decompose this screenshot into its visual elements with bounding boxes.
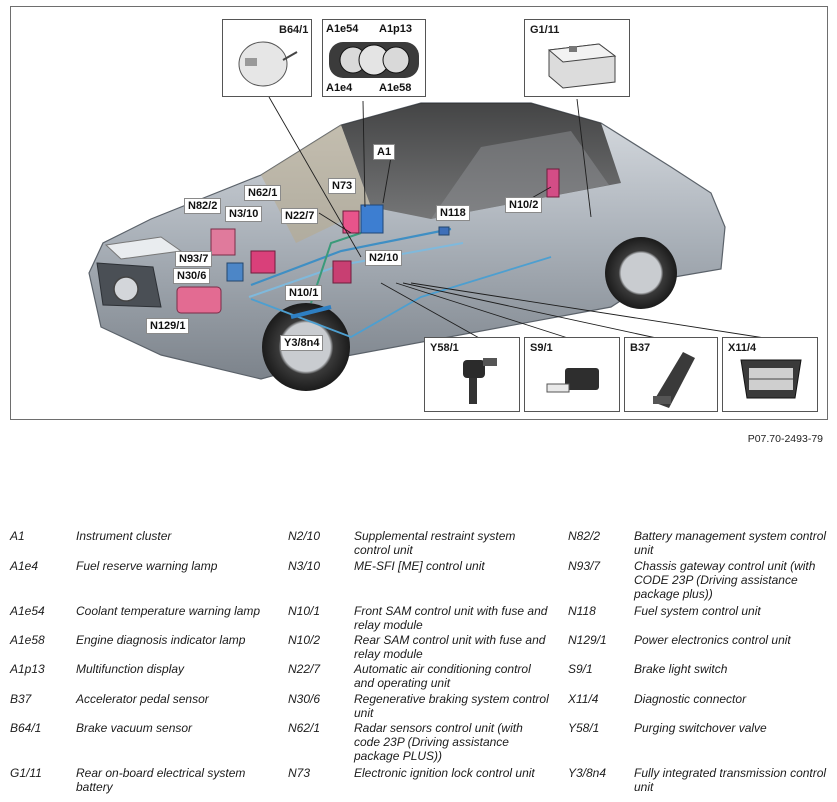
- legend-description: Fuel reserve warning lamp: [76, 559, 218, 573]
- legend-code: N10/2: [288, 633, 321, 647]
- legend-description: Chassis gateway control unit (with CODE 23P (Driving assistance package plus)): [634, 559, 816, 601]
- inset-label-g1-11: G1/11: [530, 24, 560, 36]
- legend-description: Rear SAM control unit with fuse and relay module: [354, 633, 546, 661]
- label-n93-7: N93/7: [175, 251, 212, 267]
- legend-description: Brake light switch: [634, 662, 728, 676]
- label-n73: N73: [328, 178, 356, 194]
- legend-code: Y3/8n4: [568, 766, 607, 780]
- legend-description: Rear on-board electrical system battery: [76, 766, 246, 794]
- inset-diagnostic-connector: [722, 337, 818, 412]
- legend-code: B37: [10, 692, 32, 706]
- legend-code: A1e4: [10, 559, 39, 573]
- legend-description: Radar sensors control unit (with code 23P (Driving assistance package PLUS)): [354, 721, 523, 763]
- legend-description: Electronic ignition lock control unit: [354, 766, 535, 780]
- inset-label-b64-1: B64/1: [279, 24, 309, 36]
- label-y3-8n4: Y3/8n4: [280, 335, 323, 351]
- legend-description: Power electronics control unit: [634, 633, 791, 647]
- legend-description: Automatic air conditioning control and operating unit: [354, 662, 531, 690]
- legend-description: Supplemental restraint system control unit: [354, 529, 516, 557]
- legend-description: Multifunction display: [76, 662, 185, 676]
- legend-code: N30/6: [288, 692, 321, 706]
- legend-code: B64/1: [10, 721, 42, 735]
- inset-label-y58-1: Y58/1: [430, 342, 459, 354]
- inset-purging-valve: [424, 337, 520, 412]
- label-n2-10: N2/10: [365, 250, 402, 266]
- brake-booster-icon: [223, 20, 311, 96]
- inset-label-b37: B37: [630, 342, 651, 354]
- legend-code: Y58/1: [568, 721, 600, 735]
- legend-code: N82/2: [568, 529, 601, 543]
- legend-code: N62/1: [288, 721, 321, 735]
- legend-code: G1/11: [10, 766, 42, 780]
- inset-brake-light-switch: [524, 337, 620, 412]
- legend-description: Brake vacuum sensor: [76, 721, 193, 735]
- legend-code: N3/10: [288, 559, 321, 573]
- inset-instrument-cluster: [322, 19, 426, 97]
- legend-code: N93/7: [568, 559, 601, 573]
- label-n129-1: N129/1: [146, 318, 189, 334]
- legend-description: ME-SFI [ME] control unit: [354, 559, 485, 573]
- legend-code: S9/1: [568, 662, 593, 676]
- label-n22-7: N22/7: [281, 208, 318, 224]
- figure-reference: P07.70-2493-79: [747, 433, 823, 445]
- label-n30-6: N30/6: [173, 268, 210, 284]
- legend-description: Purging switchover valve: [634, 721, 767, 735]
- legend-code: X11/4: [568, 692, 599, 706]
- inset-label-x11-4: X11/4: [728, 342, 757, 354]
- label-a1e4: A1e4: [326, 82, 353, 94]
- label-a1p13: A1p13: [379, 23, 413, 35]
- label-a1e58: A1e58: [379, 82, 412, 94]
- label-n10-1: N10/1: [285, 285, 322, 301]
- valve-icon: [425, 338, 519, 411]
- legend-code: A1e58: [10, 633, 45, 647]
- legend-description: Engine diagnosis indicator lamp: [76, 633, 246, 647]
- legend-code: N73: [288, 766, 311, 780]
- label-n3-10: N3/10: [225, 206, 262, 222]
- legend-code: N129/1: [568, 633, 607, 647]
- legend-description: Fuel system control unit: [634, 604, 761, 618]
- legend-description: Battery management system control unit: [634, 529, 827, 557]
- inset-brake-vacuum-sensor: [222, 19, 312, 97]
- battery-icon: [525, 20, 629, 96]
- inset-accelerator-pedal: [624, 337, 718, 412]
- legend-description: Front SAM control unit with fuse and relay module: [354, 604, 548, 632]
- legend-description: Diagnostic connector: [634, 692, 747, 706]
- legend-description: Fully integrated transmission control unit: [634, 766, 827, 794]
- inset-battery: [524, 19, 630, 97]
- legend-code: A1e54: [10, 604, 45, 618]
- label-a1: A1: [373, 144, 395, 160]
- component-location-figure: [10, 6, 828, 420]
- legend-description: Instrument cluster: [76, 529, 172, 543]
- legend-description: Coolant temperature warning lamp: [76, 604, 261, 618]
- label-n82-2: N82/2: [184, 198, 221, 214]
- inset-label-s9-1: S9/1: [530, 342, 553, 354]
- legend-code: A1: [10, 529, 25, 543]
- legend-code: N10/1: [288, 604, 321, 618]
- legend-code: N118: [568, 604, 596, 618]
- pedal-icon: [625, 338, 717, 411]
- legend-description: Regenerative braking system control unit: [354, 692, 549, 720]
- label-n118: N118: [436, 205, 470, 221]
- label-n10-2: N10/2: [505, 197, 542, 213]
- legend-description: Accelerator pedal sensor: [76, 692, 209, 706]
- switch-icon: [525, 338, 619, 411]
- label-n62-1: N62/1: [244, 185, 281, 201]
- connector-icon: [723, 338, 817, 411]
- legend-code: N22/7: [288, 662, 321, 676]
- legend-code: A1p13: [10, 662, 45, 676]
- legend-code: N2/10: [288, 529, 321, 543]
- label-a1e54: A1e54: [326, 23, 359, 35]
